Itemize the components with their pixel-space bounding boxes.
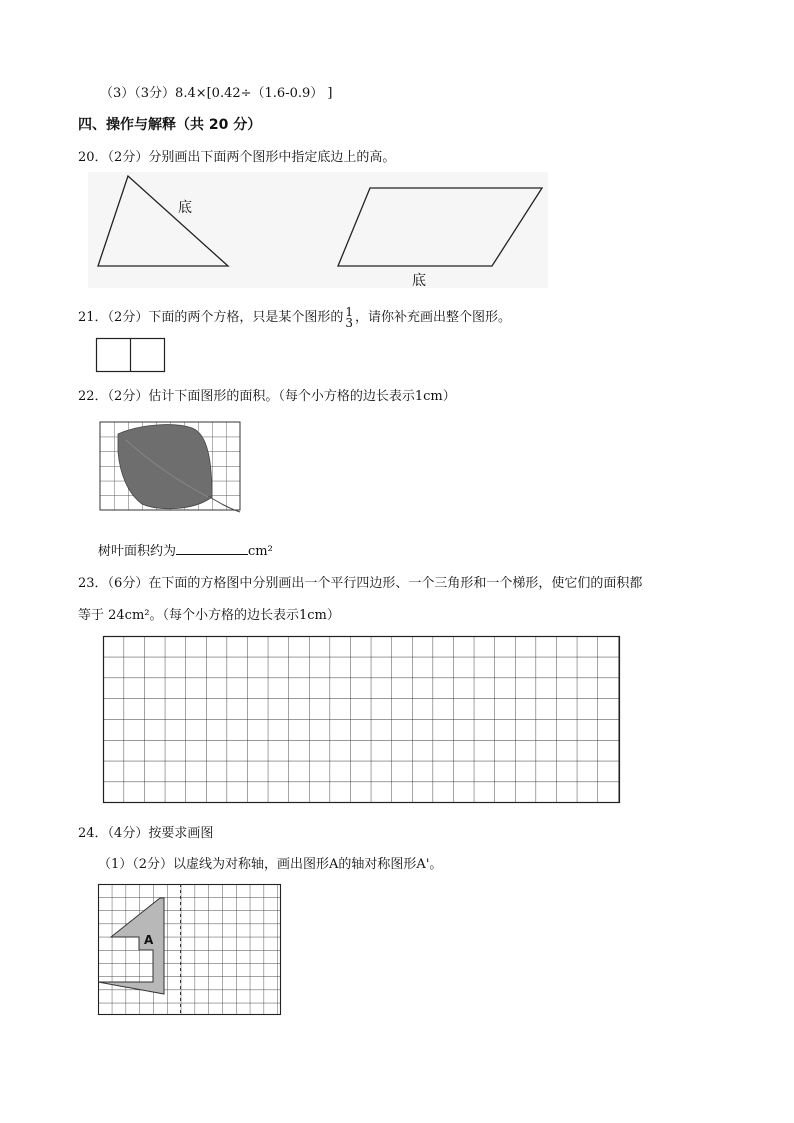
triangle-base-label: 底 [178, 200, 192, 216]
fraction-denominator: 3 [345, 315, 353, 330]
q22-answer-prefix: 树叶面积约为 [98, 544, 177, 559]
q21-text [78, 306, 511, 329]
q23-grid [104, 637, 620, 803]
q24-grid [99, 885, 281, 1015]
q20-figures[interactable] [88, 172, 548, 288]
q22-answer-blank[interactable] [176, 542, 248, 555]
q24-symmetry-grid[interactable] [98, 884, 282, 1016]
q22-answer [98, 540, 273, 559]
shape-a-label: A [144, 933, 154, 947]
q22-leaf-grid [100, 422, 245, 518]
q24-text: 24．（4分）按要求画图 [78, 826, 214, 841]
q22-answer-unit: cm² [248, 544, 273, 559]
parallelogram-base-label: 底 [412, 273, 426, 289]
q19-part3: （3）（3分）8.4×[0.42÷（1.6-0.9） ] [100, 86, 333, 101]
section-title: 四、操作与解释（共 20 分） [78, 117, 262, 133]
q23-text-line1: 23．（6分）在下面的方格图中分别画出一个平行四边形、一个三角形和一个梯形，使它们的面积都 [78, 576, 643, 591]
q23-text-line2: 等于 24cm²。（每个小方格的边长表示1cm） [78, 608, 340, 623]
q20-text: 20．（2分）分别画出下面两个图形中指定底边上的高。 [78, 150, 396, 165]
q22-text: 22．（2分）估计下面图形的面积。（每个小方格的边长表示1cm） [78, 389, 456, 404]
fraction-one-third [345, 304, 353, 330]
q21-text-before: 21．（2分）下面的两个方格，只是某个图形的 [78, 310, 344, 325]
q23-drawing-grid[interactable] [103, 636, 621, 804]
q21-text-after: ，请你补充画出整个图形。 [354, 310, 511, 325]
q20-figure-background [88, 172, 548, 288]
fraction-numerator: 1 [345, 304, 353, 319]
q21-two-squares[interactable] [96, 338, 166, 372]
q24-sub1-text: （1）（2分）以虚线为对称轴，画出图形A的轴对称图形A'。 [98, 857, 443, 872]
